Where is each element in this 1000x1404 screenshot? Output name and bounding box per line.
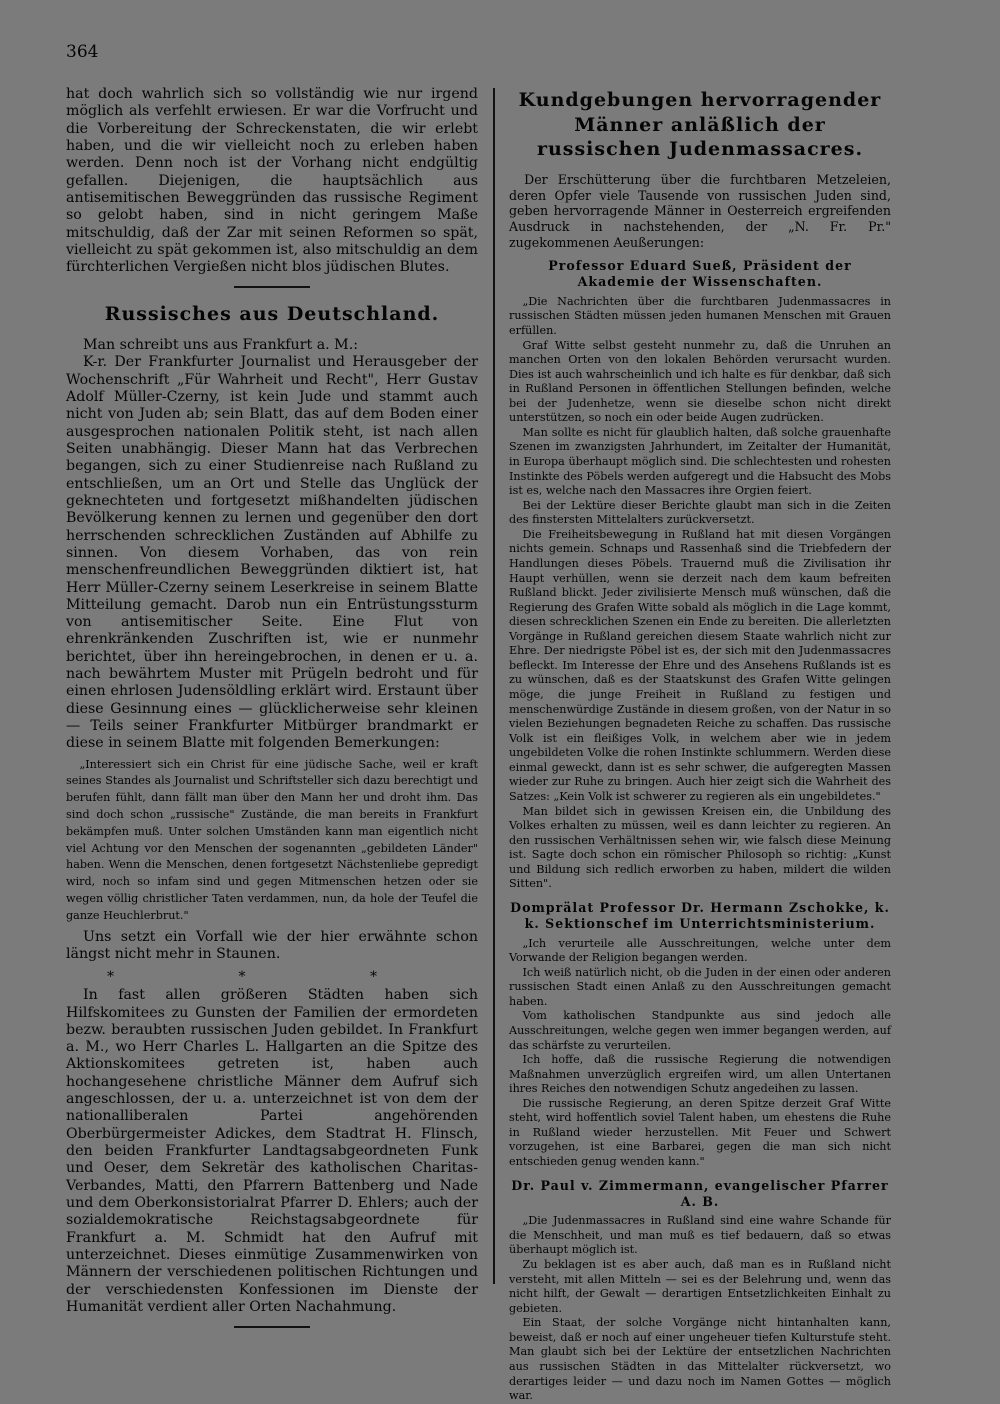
section-heading: Professor Eduard Sueß, Präsident der Akademie der Wissenschaften. (548, 258, 852, 290)
section-stars: * * * (107, 969, 437, 986)
paragraph: „Ich verurteile alle Ausschreitungen, welche unter dem Vorwande der Religion begangen werden. (509, 936, 891, 965)
intro-paragraph: Der Erschütterung über die furchtbaren Metzeleien, deren Opfer viele Tausende von russischen Juden sind, geben hervorragende Männer in Oesterreich ergreifenden Ausdruck in nachstehenden, der „N. Fr. Pr." zugekommenen Aeußerungen: (509, 172, 891, 250)
article-heading: Kundgebungen hervorragender Männer anläßlich der russischen Judenmassacres. (518, 89, 882, 161)
paragraph: Ich hoffe, daß die russische Regierung die notwendigen Maßnahmen unverzüglich ergreifen wird, um allen Untertanen ihres Reiches den notwendigen Schutz angedeihen zu lassen. (509, 1053, 891, 1096)
article-heading: Russisches aus Deutschland. (104, 303, 440, 326)
divider (234, 1326, 310, 1328)
paragraph: Ein Staat, der solche Vorgänge nicht hintanhalten kann, beweist, daß er noch auf einer ungeheuer tiefen Kulturstufe steht. Man glaubt sich bei der Lektüre der entsetzlichen Nachrichten aus russischen Städten in das Mittelalter rückversetzt, wo derartiges leider — und dazu noch im Namen Gottes — möglich war. (509, 1316, 891, 1403)
quotation: „Interessiert sich ein Christ für eine jüdische Sache, weil er kraft seines Standes als Journalist und Schriftsteller sich dazu berechtigt und berufen fühlt, dann fällt man über den Mann her und droht ihm. Das sind doch schon „russische" Zustände, die man bereits in Frankfurt bekämpfen muß. Unter solchen Umständen kann man eigentlich nicht viel Achtung vor den Menschen der sogenannten „gebildeten Länder" haben. Wenn die Menschen, denen fortgesetzt Nächstenliebe gepredigt wird, noch so infam sind und gegen Mitmenschen hetzen oder sie wegen völlig christlicher Taten verdammen, nun, da hole der Teufel die ganze Heuchlerbrut." (66, 757, 478, 922)
paragraph: Uns setzt ein Vorfall wie der hier erwähnte schon längst nicht mehr in Staunen. (66, 928, 478, 962)
paragraph: hat doch wahrlich sich so vollständig wie nur irgend möglich als verfehlt erwiesen. Er war die Vorfrucht und die Vorbereitung der Schreckenstaten, die wir erlebt haben, und die wir vielleicht noch zu erleben haben werden. Denn noch ist der Vorhang nicht endgültig gefallen. Diejenigen, die hauptsächlich aus antisemitischen Beweggründen das russische Regiment so gelobt haben, sind in nicht geringem Maße mitschuldig, daß der Zar mit seinen Reformen so spät, vielleicht zu spät gekommen ist, also mitschuldig an dem fürchterlichen Vergießen nicht blos jüdischen Blutes. (66, 86, 478, 276)
divider (234, 286, 310, 288)
section-heading: Dr. Paul v. Zimmermann, evangelischer Pfarrer A. B. (511, 1177, 889, 1209)
column-rule (493, 88, 495, 1284)
paragraph: „Die Nachrichten über die furchtbaren Judenmassacres in russischen Städten müssen jeden humanen Menschen mit Grauen erfüllen. (509, 294, 891, 337)
paragraph: Die Freiheitsbewegung in Rußland hat mit diesen Vorgängen nichts gemein. Schnaps und Rassenhaß sind die Triebfedern der Handlungen dieses Pöbels. Trauernd muß die Zivilisation ihr Haupt verhüllen, wenn sie derzeit nach dem kaum befreiten Rußland blickt. Jeder zivilisierte Mensch muß wünschen, daß die Regierung des Grafen Witte sobald als möglich in die Lage kommt, diesen schrecklichen Szenen ein Ende zu bereiten. Die allerletzten Vorgänge in Rußland gereichen diesem Staate wahrlich nicht zur Ehre. Der niedrigste Pöbel ist es, der sich mit den Judenmassacres befleckt. Im Interesse der Ehre und des Ansehens Rußlands ist es zu wünschen, daß es der Staatskunst des Grafen Witte gelingen möge, die junge Freiheit in Rußland zu festigen und menschenwürdige Zustände in diesem großen, von der Natur in so vielen Beziehungen begnadeten Reiche zu schaffen. Das russische Volk ist ein fleißiges Volk, in welchem aber wie in jedem ungebildeten Volke die rohen Instinkte schlummern. Werden diese einmal geweckt, dann ist es sehr schwer, die aufgeregten Massen wieder zur Ruhe zu bringen. Auch hier zeigt sich die Wahrheit des Satzes: „Kein Volk ist schwerer zu regieren als ein ungebildetes." (509, 527, 891, 803)
right-column (509, 88, 891, 1404)
section-heading: Domprälat Professor Dr. Hermann Zschokke, k. k. Sektionschef im Unterrichtsministerium. (510, 899, 890, 932)
paragraph: In fast allen größeren Städten haben sich Hilfskomitees zu Gunsten der Familien der ermordeten bezw. beraubten russischen Juden gebildet. In Frankfurt a. M., wo Herr Charles L. Hallgarten an die Spitze des Aktionskomitees getreten ist, haben auch hochangesehene christliche Männer dem Aufruf sich angeschlossen, der u. a. unterzeichnet ist von dem der nationalliberalen Partei angehörenden Oberbürgermeister Adickes, dem Stadtrat H. Flinsch, den beiden Frankfurter Landtagsabgeordneten Funk und Oeser, dem Sekretär des katholischen Charitas-Verbandes, Matti, den Pfarrern Battenberg und Nade und dem Oberkonsistorialrat Pfarrer D. Ehlers; auch der sozialdemokratische Reichstagsabgeordnete für Frankfurt a. M. Schmidt hat den Aufruf mit unterzeichnet. Dieses einmütige Zusammenwirken von Männern der verschiedenen politischen Richtungen und der verschiedensten Konfessionen im Dienste der Humanität verdient aller Orten Nachahmung. (66, 987, 478, 1315)
paragraph: Zu beklagen ist es aber auch, daß man es in Rußland nicht versteht, mit allen Mitteln — sei es der Belehrung und, wenn das nicht hilft, der Gewalt — derartigen Entsetzlichkeiten Einhalt zu gebieten. (509, 1258, 891, 1315)
paragraph: Man bildet sich in gewissen Kreisen ein, die Unbildung des Volkes erhalten zu müssen, weil es dann leichter zu regieren. An den russischen Verhältnissen sehen wir, wie falsch diese Meinung ist. Sagte doch schon ein römischer Philosoph so richtig: „Kunst und Bildung sich redlich erworben zu haben, mildert die wilden Sitten". (509, 804, 891, 891)
left-column (66, 86, 478, 1338)
paragraph: K-r. Der Frankfurter Journalist und Herausgeber der Wochenschrift „Für Wahrheit und Recht", Herr Gustav Adolf Müller-Czerny, ist kein Jude und stammt auch nicht von Juden ab; sein Blatt, das auf dem Boden einer ausgesprochen nationalen Politik steht, ist nach allen Seiten unabhängig. Dieser Mann hat das Verbrechen begangen, sich zu einer Studienreise nach Rußland zu entschließen, um an Ort und Stelle das Unglück der geknechteten und fortgesetzt mißhandelten jüdischen Bevölkerung kennen zu lernen und gegenüber den dort herrschenden schrecklichen Zuständen auf Abhilfe zu sinnen. Von diesem Vorhaben, das von rein menschenfreundlichen Beweggründen diktiert ist, hat Herr Müller-Czerny seinem Leserkreise in seinem Blatte Mitteilung gemacht. Darob nun ein Entrüstungssturm von antisemitischer Seite. Eine Flut von ehrenkränkenden Zuschriften ist, wie er nunmehr berichtet, über ihn hereingebrochen, in denen er u. a. nach bewährtem Muster mit Prügeln bedroht und für einen ehrlosen Judensöldling erklärt wird. Erstaunt über diese Gesinnung eines — glücklicherweise sehr kleinen — Teils seiner Frankfurter Mitbürger brandmarkt er diese in seinem Blatte mit folgenden Bemerkungen: (66, 354, 478, 752)
paragraph: Vom katholischen Standpunkte aus sind jedoch alle Ausschreitungen, welche gegen wen immer begangen werden, auf das schärfste zu verurteilen. (509, 1009, 891, 1052)
paragraph: Man sollte es nicht für glaublich halten, daß solche grauenhafte Szenen im zwanzigsten Jahrhundert, im Zeitalter der Humanität, in Europa überhaupt möglich sind. Die schlechtesten und rohesten Instinkte des Pöbels werden aufgeregt und die Habsucht des Mobs ist es, welche nach den Massacres ihre Orgien feiert. (509, 425, 891, 498)
paragraph: „Die Judenmassacres in Rußland sind eine wahre Schande für die Menschheit, und man muß es tief bedauern, daß so etwas überhaupt möglich ist. (509, 1214, 891, 1257)
paragraph: Die russische Regierung, an deren Spitze derzeit Graf Witte steht, wird hoffentlich soviel Talent haben, um ehestens die Ruhe in Rußland wieder herzustellen. Mit Feuer und Schwert vorzugehen, ist eine Barbarei, gegen die man sich nicht entschieden genug wenden kann." (509, 1096, 891, 1169)
paragraph: Ich weiß natürlich nicht, ob die Juden in der einen oder anderen russischen Stadt einen Anlaß zu den Ausschreitungen gemacht haben. (509, 965, 891, 1008)
paragraph: Graf Witte selbst gesteht nunmehr zu, daß die Unruhen an manchen Orten von den lokalen Behörden verursacht wurden. Dies ist auch wahrscheinlich und ich halte es für denkbar, daß sich in Rußland Personen in öffentlichen Stellungen befinden, welche bei der Judenhetze, wenn sie dieselbe schon nicht direkt unterstützen, so noch ein oder beide Augen zudrücken. (509, 338, 891, 425)
page-number: 364 (66, 42, 99, 62)
paragraph: Bei der Lektüre dieser Berichte glaubt man sich in die Zeiten des finstersten Mittelalters zurückversetzt. (509, 498, 891, 527)
dateline: Man schreibt uns aus Frankfurt a. M.: (83, 337, 358, 354)
